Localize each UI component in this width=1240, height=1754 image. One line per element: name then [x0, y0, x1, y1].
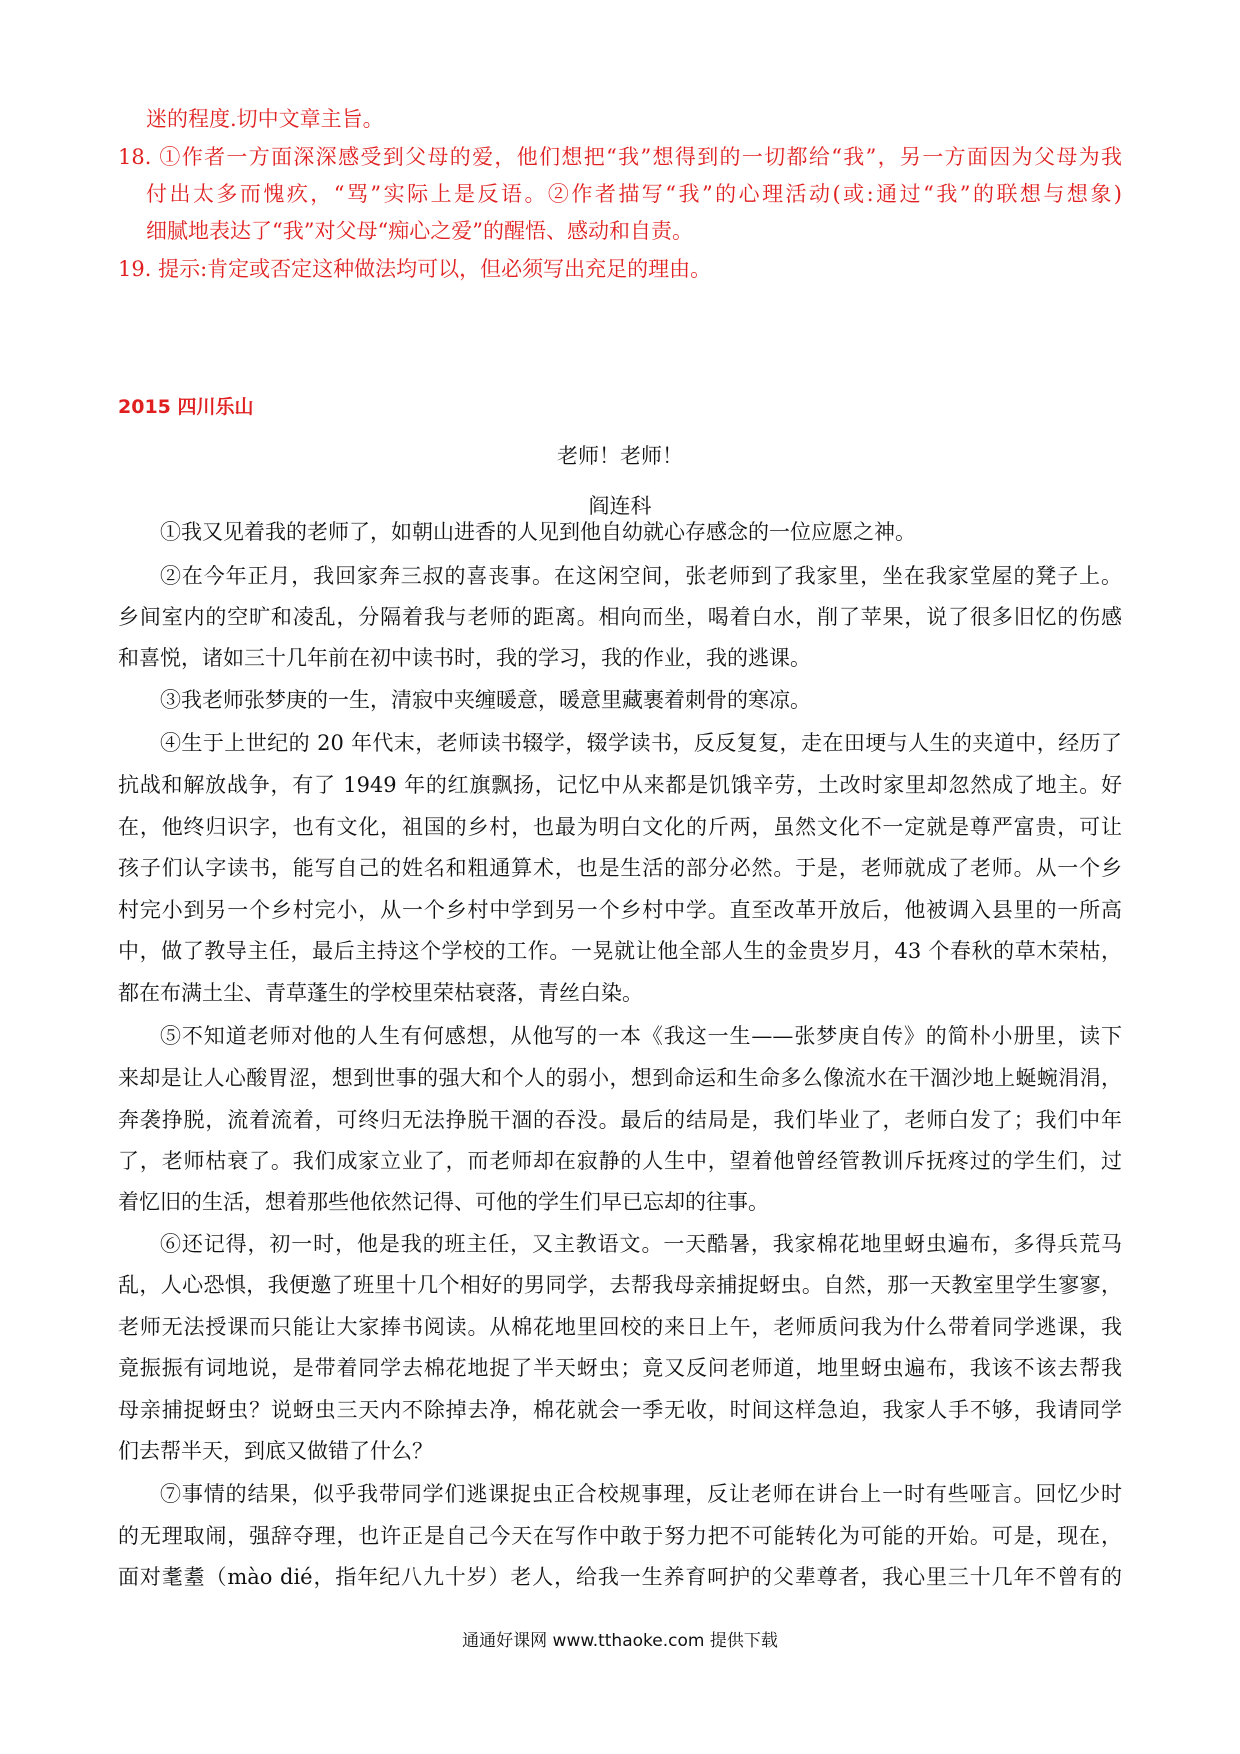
answer-line: 19. 提示:肯定或否定这种做法均可以，但必须写出充足的理由。 — [118, 257, 712, 281]
article-line: 都在布满土尘、青草蓬生的学校里荣枯衰落，青丝白染。 — [118, 981, 643, 1005]
page-footer: 通通好课网 www.tthaoke.com 提供下载 — [462, 1631, 778, 1651]
article-line: 了，老师枯衰了。我们成家立业了，而老师却在寂静的人生中，望着他曾经管教训斥抚疼过的学生们，过 — [118, 1149, 1122, 1173]
article-line: ①我又见着我的老师了，如朝山进香的人见到他自幼就心存感念的一位应愿之神。 — [160, 520, 916, 544]
article-line: 在，他终归识字，也有文化，祖国的乡村，也最为明白文化的斤两，虽然文化不一定就是尊严富贵，可让 — [118, 815, 1122, 839]
article-line: 乡间室内的空旷和凌乱，分隔着我与老师的距离。相向而坐，喝着白水，削了苹果，说了很多旧忆的伤感 — [118, 605, 1122, 629]
article-line: 老师无法授课而只能让大家捧书阅读。从棉花地里回校的来日上午，老师质问我为什么带着同学逃课，我 — [118, 1315, 1122, 1339]
article-line: 竟振振有词地说，是带着同学去棉花地捉了半天蚜虫；竟又反问老师道，地里蚜虫遍布，我该不该去帮我 — [118, 1356, 1122, 1380]
article-line: ④生于上世纪的 20 年代末，老师读书辍学，辍学读书，反反复复，走在田埂与人生的夹道中，经历了 — [160, 731, 1122, 755]
article-line: 来却是让人心酸胃涩，想到世事的强大和个人的弱小，想到命运和生命多么像流水在干涸沙地上蜒蜿涓涓， — [118, 1066, 1122, 1090]
section-heading: 2015 四川乐山 — [118, 396, 254, 418]
article-line: 和喜悦，诸如三十几年前在初中读书时，我的学习，我的作业，我的逃课。 — [118, 646, 811, 670]
article-line: 村完小到另一个乡村完小，从一个乡村中学到另一个乡村中学。直至改革开放后，他被调入县里的一所高 — [118, 898, 1122, 922]
article-line: 中，做了教导主任，最后主持这个学校的工作。一晃就让他全部人生的金贵岁月，43 个春秋的草木荣枯， — [118, 939, 1122, 963]
answer-line: 18. ①作者一方面深深感受到父母的爱，他们想把“我”想得到的一切都给“我”，另一方面因为父母为我 — [118, 145, 1122, 169]
article-line: ③我老师张梦庚的一生，清寂中夹缠暖意，暖意里藏裹着刺骨的寒凉。 — [160, 688, 811, 712]
article-line: 奔袭挣脱，流着流着，可终归无法挣脱干涸的吞没。最后的结局是，我们毕业了，老师白发了；我们中年 — [118, 1108, 1122, 1132]
article-line: 母亲捕捉蚜虫？说蚜虫三天内不除掉去净，棉花就会一季无收，时间这样急迫，我家人手不够，我请同学 — [118, 1398, 1122, 1422]
article-line: 的无理取闹，强辞夺理，也许正是自己今天在写作中敢于努力把不可能转化为可能的开始。可是，现在， — [118, 1524, 1122, 1548]
answer-line: 付出太多而愧疚，“骂”实际上是反语。②作者描写“我”的心理活动(或:通过“我”的联想与想象) — [146, 182, 1122, 206]
article-line: 着忆旧的生活，想着那些他依然记得、可他的学生们早已忘却的往事。 — [118, 1190, 769, 1214]
article-line: ②在今年正月，我回家奔三叔的喜丧事。在这闲空间，张老师到了我家里，坐在我家堂屋的凳子上。 — [160, 564, 1122, 588]
article-line: 孩子们认字读书，能写自己的姓名和粗通算术，也是生活的部分必然。于是，老师就成了老师。从一个乡 — [118, 856, 1122, 880]
article-line: 面对耄耋（mào dié，指年纪八九十岁）老人，给我一生养育呵护的父辈尊者，我心里三十几年不曾有的 — [118, 1565, 1122, 1589]
answer-line: 迷的程度.切中文章主旨。 — [146, 107, 384, 131]
article-line: 乱，人心恐惧，我便邀了班里十几个相好的男同学，去帮我母亲捕捉蚜虫。自然，那一天教室里学生寥寥， — [118, 1273, 1122, 1297]
article-line: ⑦事情的结果，似乎我带同学们逃课捉虫正合校规事理，反让老师在讲台上一时有些哑言。回忆少时 — [160, 1482, 1122, 1506]
answer-line: 细腻地表达了“我”对父母“痴心之爱”的醒悟、感动和自责。 — [146, 219, 693, 243]
article-title: 老师！老师！ — [557, 444, 683, 468]
article-line: 抗战和解放战争，有了 1949 年的红旗飘扬，记忆中从来都是饥饿辛劳，土改时家里却忽然成了地主。好 — [118, 773, 1122, 797]
article-line: ⑤不知道老师对他的人生有何感想，从他写的一本《我这一生——张梦庚自传》的简朴小册里，读下 — [160, 1024, 1122, 1048]
article-line: 们去帮半天，到底又做错了什么？ — [118, 1439, 433, 1463]
article-line: ⑥还记得，初一时，他是我的班主任，又主教语文。一天酷暑，我家棉花地里蚜虫遍布，多得兵荒马 — [160, 1232, 1122, 1256]
article-author: 阎连科 — [588, 494, 652, 518]
